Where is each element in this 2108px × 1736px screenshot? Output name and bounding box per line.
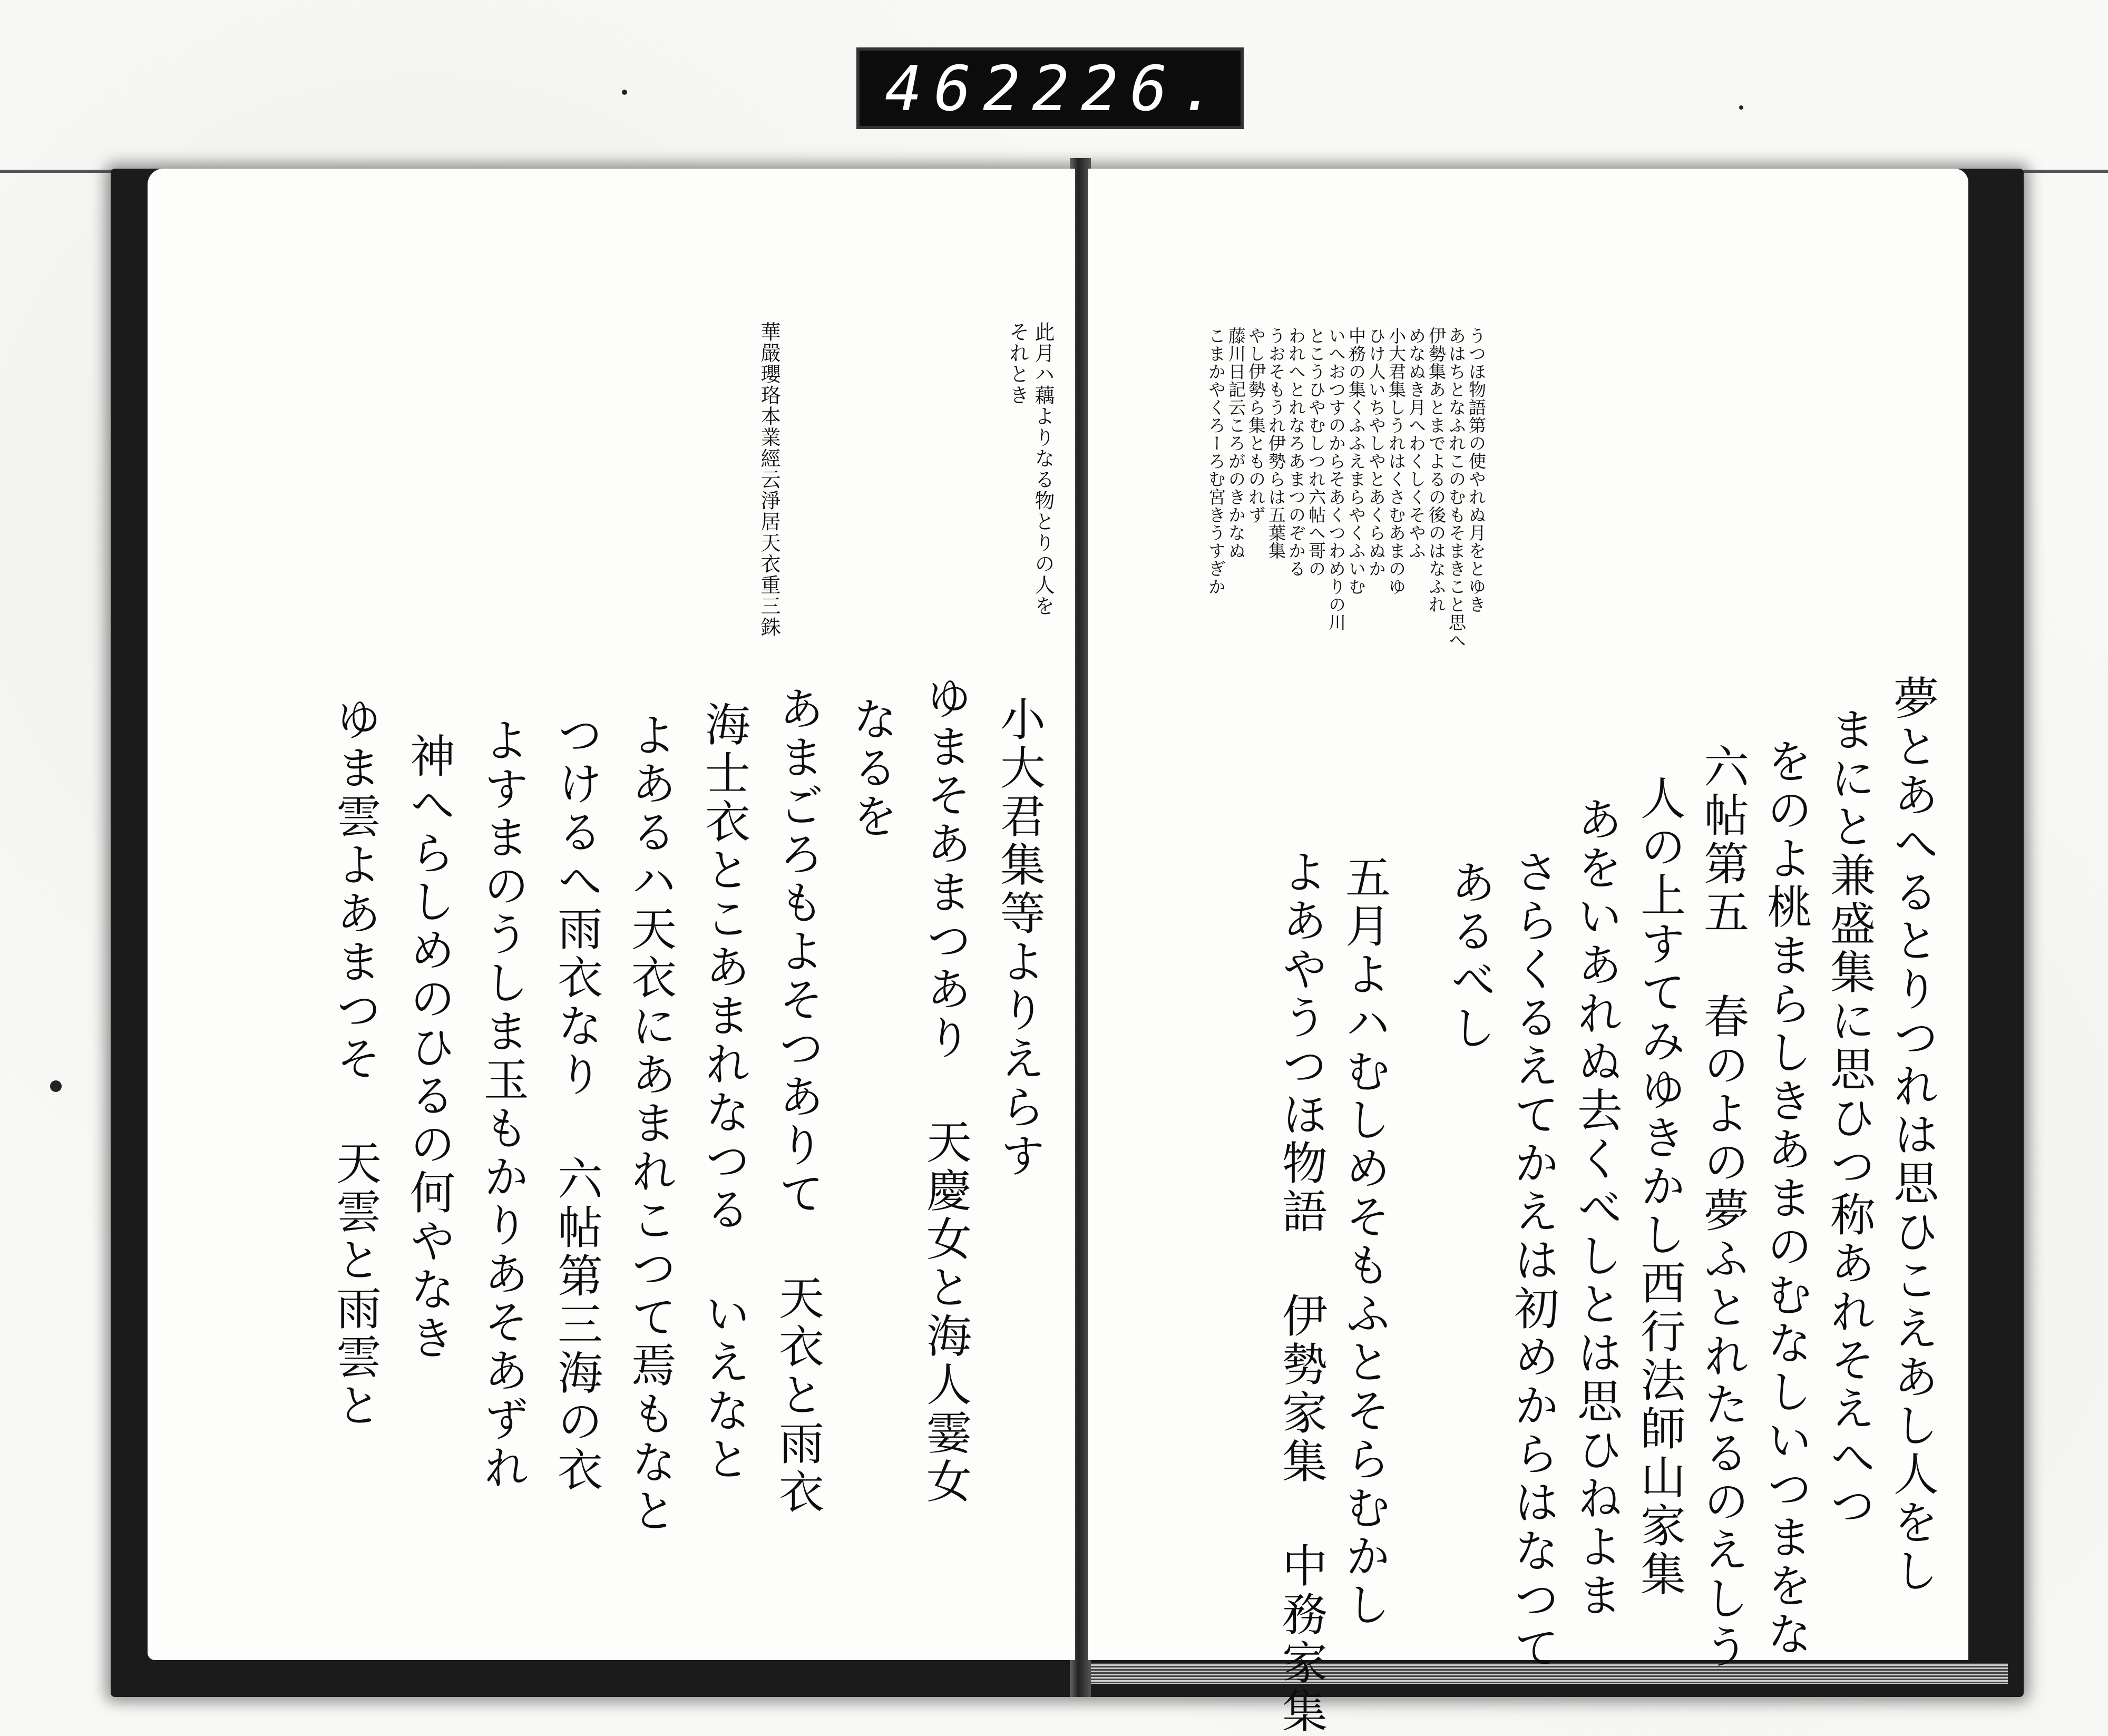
left-column: よすまのうしま玉もかりあそあずれ: [476, 717, 529, 1493]
annotation-line: 伊勢集あとまでよるの後のはなふれ: [1426, 327, 1447, 613]
catalog-label: [856, 47, 1244, 129]
left-column: つけるへ雨衣なり 六帖第三海の衣: [550, 711, 602, 1495]
right-column: あるべし: [1443, 859, 1496, 1053]
left-column: 小大君集等よりえらす: [992, 696, 1045, 1181]
scan-speck: [622, 90, 627, 95]
left-note-line: 此月ハ藕よりなる物とりの人を: [1031, 321, 1055, 617]
scan-speck: [1739, 105, 1743, 110]
annotation-line: われへとれなろあまつのぞかる: [1286, 327, 1306, 578]
annotation-line: ひけ人いちやしやとあくらぬか: [1366, 327, 1387, 578]
catalog-number-left: 462: [885, 52, 1032, 125]
left-column: なるを: [845, 696, 897, 841]
annotation-line: 小大君集しうれはくさむあまのゆ: [1386, 327, 1407, 596]
right-column: 六帖第五 春のよの夢ふとれたるのえしう: [1696, 743, 1749, 1672]
annotation-line: こまかやくろーろむ宮きうすぎか: [1206, 327, 1226, 596]
annotation-line: めなぬき月へわくしくそやふ: [1406, 327, 1427, 560]
right-column: 五月よハむしめそもふとそらむかし: [1338, 854, 1390, 1630]
catalog-number-right: 226.: [1032, 52, 1228, 125]
annotation-line: うおそもうれ伊勢らは五葉集: [1266, 327, 1286, 560]
annotation-line: あはちとなふれこのむもそまきこと思へ: [1446, 327, 1467, 649]
annotation-line: 藤川日記云ころがのきかなぬ: [1226, 327, 1246, 560]
left-column: よあるハ天衣にあまれこつて焉もなと: [623, 711, 676, 1536]
left-column: ゆま雲よあまつそ 天雲と雨雲と: [328, 696, 381, 1430]
right-column: あをいあれぬ去くべしとは思ひねよま: [1569, 796, 1622, 1620]
left-column: 神へらしめのひるの何やなき: [402, 733, 455, 1363]
right-column: さらくるえてかえは初めからはなつて: [1506, 849, 1559, 1673]
open-book: [100, 158, 2029, 1736]
left-column: 海士衣とこあまれなつる いえなと: [697, 701, 750, 1484]
annotation-line: うつほ物語第の使やれぬ月をとゆき: [1466, 327, 1487, 613]
right-column: よあやうつほ物語 伊勢家集 中務家集: [1274, 849, 1327, 1736]
right-column: 夢とあへるとりつれは思ひこえあし人をし: [1886, 675, 1938, 1596]
scan-speck: [50, 1080, 62, 1092]
left-page: [148, 169, 1075, 1660]
annotation-line: いへおつすのからそあくつわめりの川: [1326, 327, 1346, 631]
right-page: [1088, 169, 1968, 1736]
left-sutra-quote: 華嚴瓔珞本業經云淨居天衣重三銖: [757, 321, 780, 638]
annotation-line: とこうひやむしつれ六帖へ哥の: [1306, 327, 1326, 578]
right-column: 人の上すてみゆきかし西行法師山家集: [1633, 775, 1685, 1599]
left-column: あまごろもよそつありて 天衣と雨衣: [771, 685, 824, 1517]
left-column: ゆまそあまつあり 天慶女と海人霎女: [919, 675, 971, 1506]
right-column: まにと兼盛集に思ひつ称あれそえへつ: [1822, 706, 1875, 1530]
left-note-line: それとき: [1006, 321, 1029, 406]
annotation-line: やし伊勢ら集とものれず: [1246, 327, 1266, 524]
right-column: をのよ桃まらしきあまのむなしいつまをな: [1759, 738, 1812, 1659]
annotation-line: 中務の集くふふえまらやくふいむ: [1346, 327, 1367, 596]
